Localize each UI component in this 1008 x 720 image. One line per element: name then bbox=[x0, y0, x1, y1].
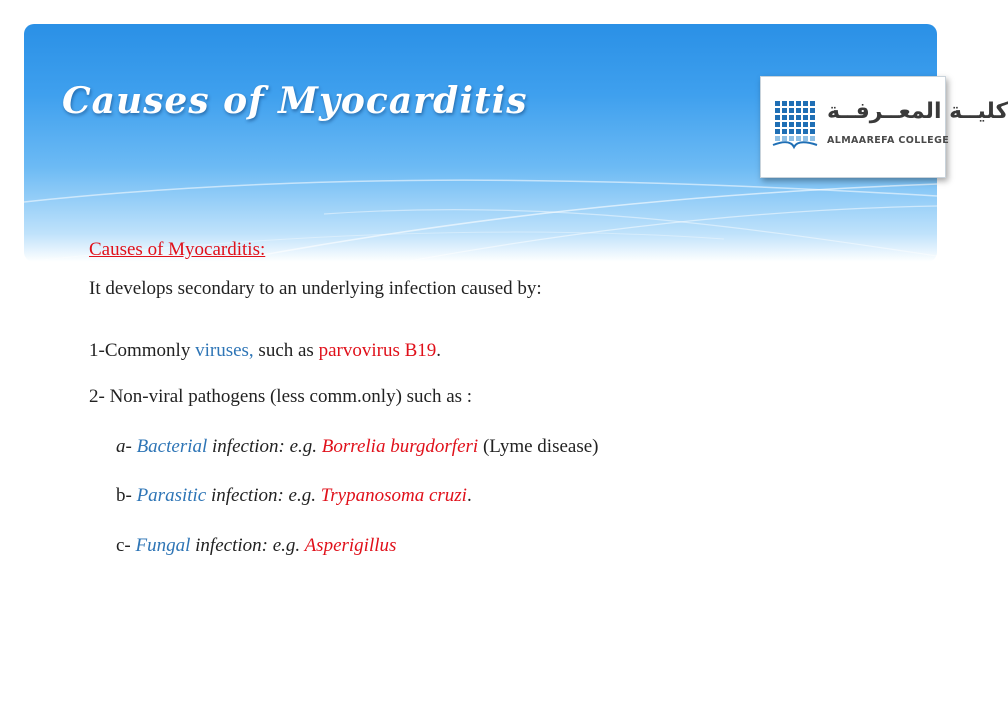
item-b-prefix: b- bbox=[116, 485, 137, 506]
logo-arabic-name: كليــة المعــرفــة bbox=[827, 99, 1008, 124]
almaarefa-college-logo bbox=[760, 76, 1008, 178]
item-b-type: Parasitic bbox=[136, 485, 207, 506]
item-b-middle: infection: e.g. bbox=[206, 485, 321, 506]
content-heading: Causes of Myocarditis: bbox=[89, 239, 266, 260]
logo-english-name: ALMAAREFA COLLEGE bbox=[827, 135, 950, 146]
item-a-prefix: a- bbox=[116, 436, 137, 457]
item-b-example: Trypanosoma cruzi bbox=[320, 485, 467, 506]
item-c-prefix: c- bbox=[116, 535, 136, 556]
point-1-end: . bbox=[436, 340, 442, 361]
item-a-type: Bacterial bbox=[136, 436, 208, 457]
item-b-parasitic bbox=[116, 485, 472, 507]
point-1-example: parvovirus B19 bbox=[318, 340, 437, 361]
slide-title: Causes of Myocarditis bbox=[62, 80, 528, 122]
item-b-end: . bbox=[466, 485, 472, 506]
item-c-middle: infection: e.g. bbox=[190, 535, 305, 556]
item-a-note: (Lyme disease) bbox=[478, 436, 599, 457]
item-a-middle: infection: e.g. bbox=[207, 436, 322, 457]
item-a-bacterial bbox=[116, 436, 598, 458]
item-a-example: Borrelia burgdorferi bbox=[321, 436, 479, 457]
point-2: 2- Non-viral pathogens (less comm.only) such as : bbox=[89, 386, 473, 407]
point-1-viruses: viruses, bbox=[195, 340, 254, 361]
point-1-prefix: 1-Commonly bbox=[89, 340, 196, 361]
intro-text: It develops secondary to an underlying infection caused by: bbox=[89, 278, 542, 299]
logo-book-icon bbox=[761, 77, 945, 177]
item-c-fungal bbox=[116, 535, 396, 557]
item-c-type: Fungal bbox=[135, 535, 191, 556]
point-1 bbox=[89, 340, 441, 362]
item-c-example: Asperigillus bbox=[304, 535, 397, 556]
title-banner bbox=[24, 24, 1008, 262]
point-1-middle: such as bbox=[253, 340, 319, 361]
